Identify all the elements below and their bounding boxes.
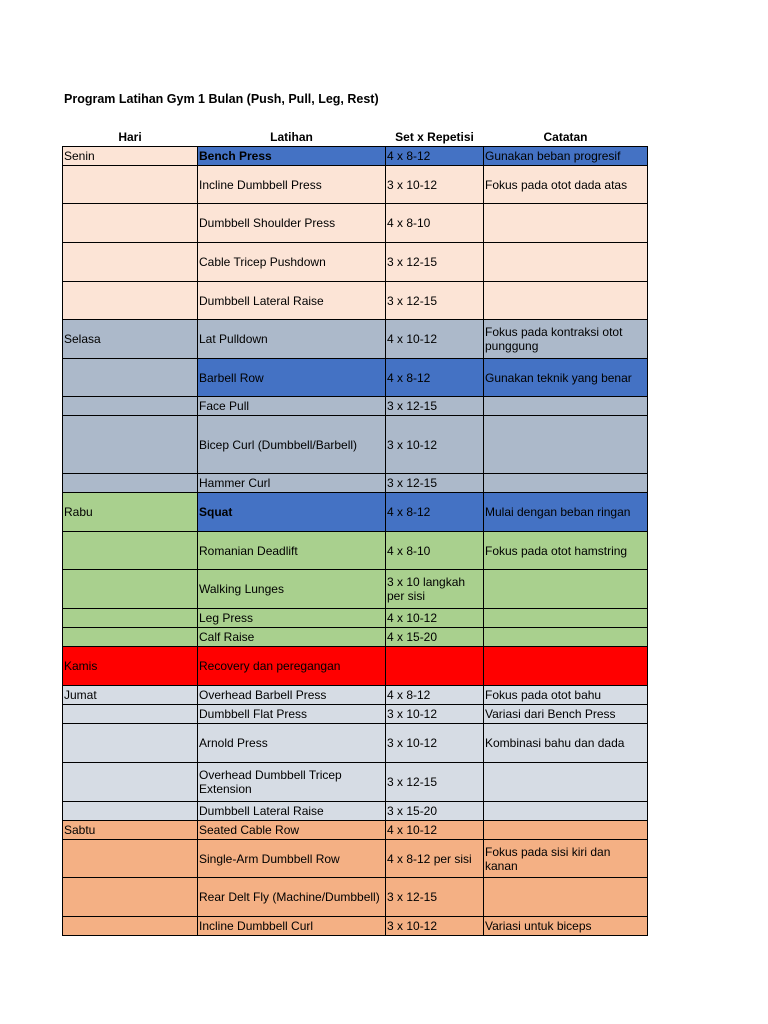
cell-hari[interactable]: Selasa — [63, 320, 198, 359]
table-row — [63, 705, 648, 724]
table-row — [63, 609, 648, 628]
cell-catatan[interactable] — [484, 243, 648, 282]
cell-latihan[interactable]: Bench Press — [198, 147, 386, 166]
table-row — [63, 878, 648, 917]
cell-latihan[interactable]: Dumbbell Flat Press — [198, 705, 386, 724]
table-row — [63, 532, 648, 570]
cell-set[interactable] — [386, 647, 484, 686]
cell-latihan[interactable]: Dumbbell Shoulder Press — [198, 204, 386, 243]
table-body — [63, 147, 648, 936]
cell-latihan[interactable]: Hammer Curl — [198, 474, 386, 493]
cell-set[interactable]: 3 x 12-15 — [386, 763, 484, 802]
cell-hari[interactable] — [63, 609, 198, 628]
cell-latihan[interactable]: Romanian Deadlift — [198, 532, 386, 570]
cell-catatan[interactable] — [484, 397, 648, 416]
cell-catatan[interactable] — [484, 204, 648, 243]
cell-catatan[interactable]: Fokus pada otot dada atas — [484, 166, 648, 204]
cell-catatan[interactable] — [484, 474, 648, 493]
cell-set[interactable]: 3 x 10-12 — [386, 416, 484, 474]
cell-catatan[interactable]: Mulai dengan beban ringan — [484, 493, 648, 532]
cell-catatan[interactable]: Gunakan teknik yang benar — [484, 359, 648, 397]
cell-latihan[interactable]: Seated Cable Row — [198, 821, 386, 840]
cell-catatan[interactable]: Fokus pada otot hamstring — [484, 532, 648, 570]
cell-latihan[interactable]: Lat Pulldown — [198, 320, 386, 359]
cell-latihan[interactable]: Incline Dumbbell Press — [198, 166, 386, 204]
cell-set[interactable]: 4 x 8-12 — [386, 493, 484, 532]
table-row — [63, 474, 648, 493]
cell-latihan[interactable]: Single-Arm Dumbbell Row — [198, 840, 386, 878]
cell-set[interactable]: 3 x 10-12 — [386, 705, 484, 724]
workout-table — [62, 127, 648, 936]
cell-catatan[interactable]: Variasi untuk biceps — [484, 917, 648, 936]
cell-hari[interactable] — [63, 878, 198, 917]
cell-hari[interactable] — [63, 474, 198, 493]
cell-hari[interactable]: Senin — [63, 147, 198, 166]
cell-catatan[interactable]: Gunakan beban progresif — [484, 147, 648, 166]
cell-hari[interactable]: Sabtu — [63, 821, 198, 840]
table-row — [63, 397, 648, 416]
header-row — [63, 127, 648, 147]
cell-latihan[interactable]: Arnold Press — [198, 724, 386, 763]
cell-hari[interactable]: Rabu — [63, 493, 198, 532]
table-row — [63, 147, 648, 166]
cell-latihan[interactable]: Barbell Row — [198, 359, 386, 397]
cell-hari[interactable] — [63, 917, 198, 936]
cell-latihan[interactable]: Bicep Curl (Dumbbell/Barbell) — [198, 416, 386, 474]
table-row — [63, 917, 648, 936]
cell-set[interactable]: 3 x 10-12 — [386, 724, 484, 763]
table-row — [63, 763, 648, 802]
cell-set[interactable]: 4 x 8-12 per sisi — [386, 840, 484, 878]
cell-catatan[interactable]: Fokus pada kontraksi otot punggung — [484, 320, 648, 359]
cell-hari[interactable] — [63, 802, 198, 821]
cell-hari[interactable] — [63, 243, 198, 282]
cell-latihan[interactable]: Overhead Barbell Press — [198, 686, 386, 705]
table-row — [63, 647, 648, 686]
table-row — [63, 320, 648, 359]
cell-hari[interactable] — [63, 705, 198, 724]
cell-latihan[interactable]: Overhead Dumbbell Tricep Extension — [198, 763, 386, 802]
cell-catatan[interactable]: Variasi dari Bench Press — [484, 705, 648, 724]
table-row — [63, 204, 648, 243]
table-row — [63, 802, 648, 821]
cell-hari[interactable] — [63, 763, 198, 802]
cell-latihan[interactable]: Face Pull — [198, 397, 386, 416]
cell-set[interactable]: 3 x 12-15 — [386, 878, 484, 917]
cell-latihan[interactable]: Walking Lunges — [198, 570, 386, 609]
cell-latihan[interactable]: Rear Delt Fly (Machine/Dumbbell) — [198, 878, 386, 917]
table-row — [63, 359, 648, 397]
cell-hari[interactable] — [63, 166, 198, 204]
cell-set[interactable]: 3 x 12-15 — [386, 282, 484, 320]
cell-catatan[interactable] — [484, 821, 648, 840]
cell-catatan[interactable] — [484, 878, 648, 917]
cell-catatan[interactable] — [484, 609, 648, 628]
cell-latihan[interactable]: Squat — [198, 493, 386, 532]
cell-hari[interactable]: Kamis — [63, 647, 198, 686]
cell-set[interactable]: 4 x 8-12 — [386, 147, 484, 166]
cell-catatan[interactable] — [484, 628, 648, 647]
cell-latihan[interactable]: Recovery dan peregangan — [198, 647, 386, 686]
table-row — [63, 493, 648, 532]
cell-catatan[interactable]: Kombinasi bahu dan dada — [484, 724, 648, 763]
cell-hari[interactable] — [63, 282, 198, 320]
table-row — [63, 570, 648, 609]
cell-set[interactable]: 3 x 10 langkah per sisi — [386, 570, 484, 609]
cell-catatan[interactable] — [484, 416, 648, 474]
cell-hari[interactable] — [63, 359, 198, 397]
cell-set[interactable]: 4 x 8-10 — [386, 204, 484, 243]
cell-hari[interactable] — [63, 628, 198, 647]
cell-catatan[interactable] — [484, 763, 648, 802]
header-catatan: Catatan — [543, 129, 588, 144]
table-row — [63, 243, 648, 282]
cell-set[interactable]: 4 x 8-12 — [386, 686, 484, 705]
cell-hari[interactable]: Jumat — [63, 686, 198, 705]
cell-latihan[interactable]: Cable Tricep Pushdown — [198, 243, 386, 282]
table-row — [63, 282, 648, 320]
cell-latihan[interactable]: Leg Press — [198, 609, 386, 628]
cell-latihan[interactable]: Dumbbell Lateral Raise — [198, 802, 386, 821]
cell-catatan[interactable] — [484, 570, 648, 609]
cell-set[interactable]: 4 x 10-12 — [386, 609, 484, 628]
cell-set[interactable]: 4 x 10-12 — [386, 320, 484, 359]
header-latihan: Latihan — [270, 129, 313, 144]
cell-catatan[interactable] — [484, 282, 648, 320]
header-hari: Hari — [118, 129, 142, 144]
table-row — [63, 821, 648, 840]
cell-latihan[interactable]: Incline Dumbbell Curl — [198, 917, 386, 936]
cell-catatan[interactable] — [484, 802, 648, 821]
cell-latihan[interactable]: Calf Raise — [198, 628, 386, 647]
table-row — [63, 840, 648, 878]
cell-catatan[interactable]: Fokus pada otot bahu — [484, 686, 648, 705]
sheet-title: Program Latihan Gym 1 Bulan (Push, Pull, Leg, Rest) — [64, 92, 379, 106]
cell-set[interactable]: 3 x 10-12 — [386, 917, 484, 936]
table-row — [63, 686, 648, 705]
cell-set[interactable]: 4 x 10-12 — [386, 821, 484, 840]
cell-hari[interactable] — [63, 532, 198, 570]
table-row — [63, 628, 648, 647]
cell-set[interactable]: 4 x 15-20 — [386, 628, 484, 647]
cell-set[interactable]: 4 x 8-10 — [386, 532, 484, 570]
cell-catatan[interactable]: Fokus pada sisi kiri dan kanan — [484, 840, 648, 878]
cell-catatan[interactable] — [484, 647, 648, 686]
cell-hari[interactable] — [63, 840, 198, 878]
cell-hari[interactable] — [63, 397, 198, 416]
cell-set[interactable]: 3 x 10-12 — [386, 166, 484, 204]
table-row — [63, 416, 648, 474]
table-row — [63, 724, 648, 763]
header-set: Set x Repetisi — [395, 129, 474, 144]
cell-set[interactable]: 3 x 12-15 — [386, 474, 484, 493]
cell-hari[interactable] — [63, 416, 198, 474]
cell-hari[interactable] — [63, 570, 198, 609]
cell-hari[interactable] — [63, 204, 198, 243]
cell-set[interactable]: 3 x 12-15 — [386, 397, 484, 416]
table-row — [63, 166, 648, 204]
cell-latihan[interactable]: Dumbbell Lateral Raise — [198, 282, 386, 320]
cell-set[interactable]: 4 x 8-12 — [386, 359, 484, 397]
cell-set[interactable]: 3 x 12-15 — [386, 243, 484, 282]
cell-set[interactable]: 3 x 15-20 — [386, 802, 484, 821]
cell-hari[interactable] — [63, 724, 198, 763]
